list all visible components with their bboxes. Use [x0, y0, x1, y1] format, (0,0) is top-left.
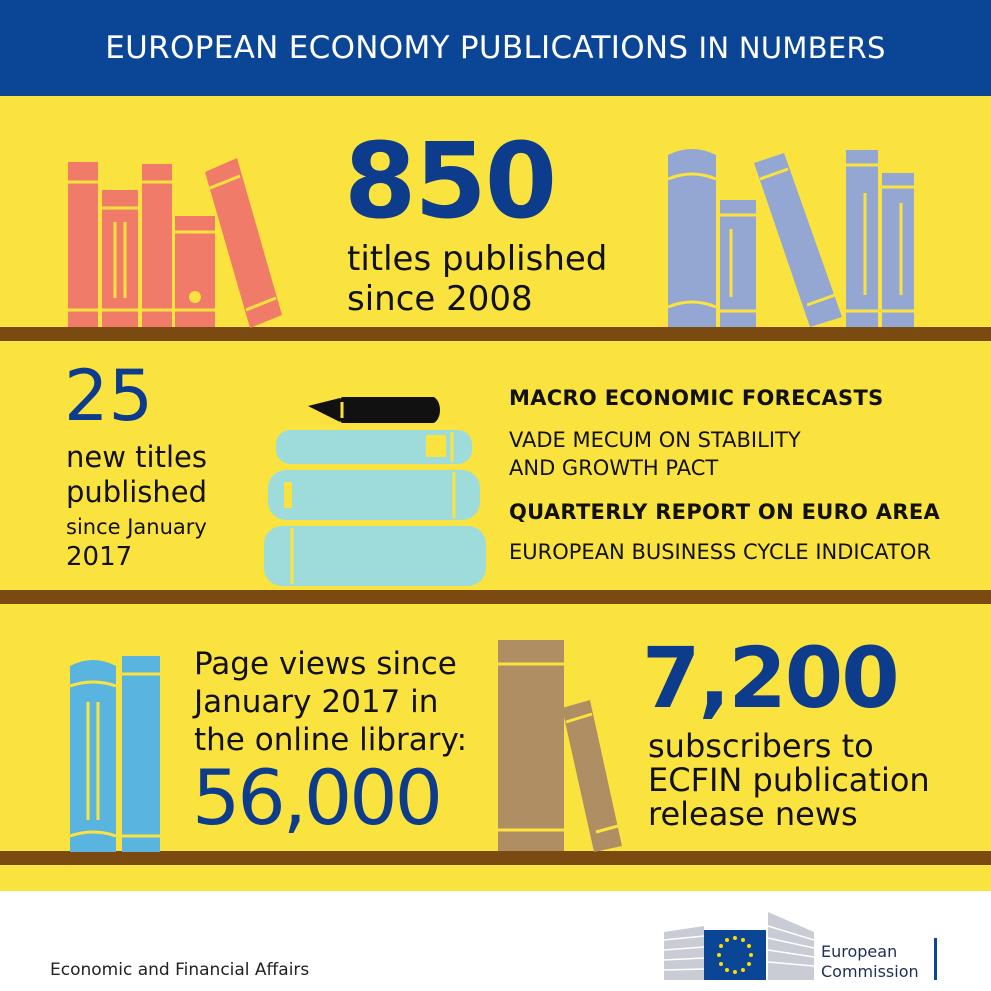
pageviews-line3: the online library:: [194, 722, 468, 758]
pageviews-line2: January 2017 in: [194, 684, 439, 720]
subscribers-line2: ECFIN publication: [648, 761, 930, 799]
shelf-2: [0, 590, 991, 604]
books-sky-icon: [66, 652, 166, 853]
department-name: Economic and Financial Affairs: [50, 960, 310, 980]
pub-vade-mecum-line2: AND GROWTH PACT: [509, 456, 719, 480]
books-coral-icon: [60, 150, 290, 330]
pageviews-line1: Page views since: [194, 646, 457, 682]
eu-commission-building-logo: [664, 906, 814, 982]
pub-business-cycle-indicator: EUROPEAN BUSINESS CYCLE INDICATOR: [509, 540, 931, 564]
header-title-light: IN NUMBERS: [698, 31, 886, 65]
logo-text-line1: European: [821, 942, 898, 961]
books-tan-icon: [494, 638, 624, 853]
new-titles-count: 25: [64, 355, 154, 437]
titles-caption-line2: since 2008: [347, 279, 533, 319]
new-titles-caption-line1: new titles: [66, 440, 207, 474]
subscribers-line3: release news: [648, 795, 858, 833]
logo-divider: [934, 938, 937, 980]
titles-caption-line1: titles published: [347, 239, 608, 279]
books-lavender-icon: [660, 145, 920, 330]
page-header: [0, 0, 991, 96]
pub-quarterly-report: QUARTERLY REPORT ON EURO AREA: [509, 500, 941, 524]
pub-vade-mecum-line1: VADE MECUM ON STABILITY: [509, 428, 801, 452]
header-title-strong: EUROPEAN ECONOMY PUBLICATIONS: [105, 30, 689, 66]
book-stack-pencil-icon: [262, 390, 492, 590]
new-titles-caption-line2: published: [66, 475, 208, 509]
new-titles-caption-line3: since January: [66, 515, 207, 539]
titles-count: 850: [344, 120, 556, 242]
subscribers-count: 7,200: [642, 629, 898, 727]
pub-macro-economic-forecasts: MACRO ECONOMIC FORECASTS: [509, 386, 884, 410]
shelf-3: [0, 851, 991, 865]
subscribers-line1: subscribers to: [648, 727, 874, 765]
pageviews-count: 56,000: [192, 753, 440, 842]
logo-text-line2: Commission: [821, 962, 919, 981]
new-titles-caption-line4: 2017: [66, 542, 133, 572]
